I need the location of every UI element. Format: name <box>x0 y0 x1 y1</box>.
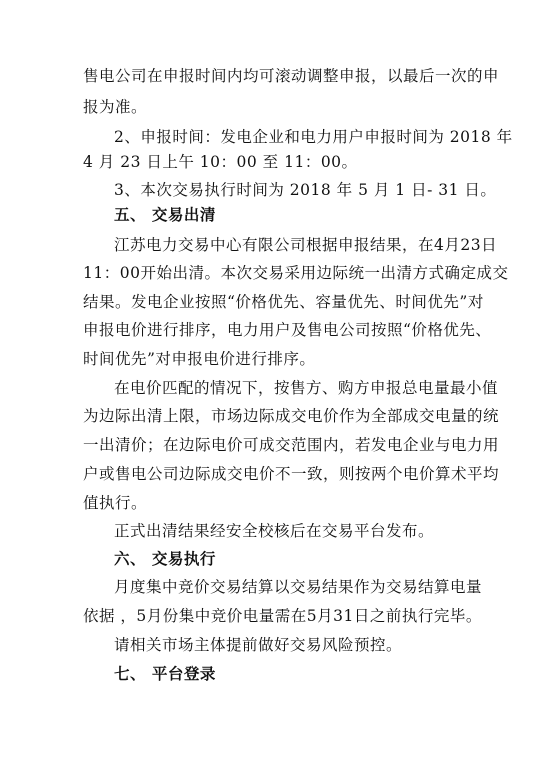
item-2-line: 4 月 23 日上午 10：00 至 11：00。 <box>83 153 358 171</box>
price-match-paragraph-line: 为边际出清上限，市场边际成交电价作为全部成交电量的统 <box>83 407 500 425</box>
clearing-paragraph-line: 结果。发电企业按照“价格优先、容量优先、时间优先”对 <box>83 293 484 311</box>
item-3-line: 3、本次交易执行时间为 2018 年 5 月 1 日- 31 日。 <box>114 181 497 199</box>
risk-control-line: 请相关市场主体提前做好交易风险预控。 <box>114 636 403 654</box>
clearing-paragraph-line: 申报电价进行排序，电力用户及售电公司按照“价格优先、 <box>83 321 492 339</box>
section-7-heading: 七、 平台登录 <box>114 664 216 683</box>
price-match-paragraph-line: 户或售电公司边际成交电价不一致，则按两个电价算术平均 <box>83 465 500 483</box>
price-match-paragraph-line: 在电价匹配的情况下，按售方、购方申报总电量最小值 <box>114 379 499 397</box>
clearing-paragraph-line: 时间优先”对申报电价进行排序。 <box>83 350 316 368</box>
clearing-paragraph-line: 11：00开始出清。本次交易采用边际统一出清方式确定成交 <box>83 264 509 282</box>
settlement-paragraph-line: 月度集中竞价交易结算以交易结果作为交易结算电量 <box>114 578 483 596</box>
price-match-paragraph-line: 一出清价；在边际电价可成交范围内，若发电企业与电力用 <box>83 436 500 454</box>
body-text-line: 售电公司在申报时间内均可滚动调整申报，以最后一次的申 <box>83 67 500 85</box>
settlement-paragraph-line: 依据 ，5月份集中竞价电量需在5月31日之前执行完毕。 <box>83 607 482 625</box>
section-5-heading: 五、 交易出清 <box>114 205 216 224</box>
price-match-paragraph-line: 值执行。 <box>83 494 148 512</box>
body-text-line: 报为准。 <box>83 98 148 116</box>
section-6-heading: 六、 交易执行 <box>114 549 216 568</box>
publish-paragraph-line: 正式出清结果经安全校核后在交易平台发布。 <box>114 522 435 540</box>
clearing-paragraph-line: 江苏电力交易中心有限公司根据申报结果，在4月23日 <box>114 236 498 254</box>
item-2-line: 2、申报时间：发电企业和电力用户申报时间为 2018 年 <box>114 128 513 146</box>
